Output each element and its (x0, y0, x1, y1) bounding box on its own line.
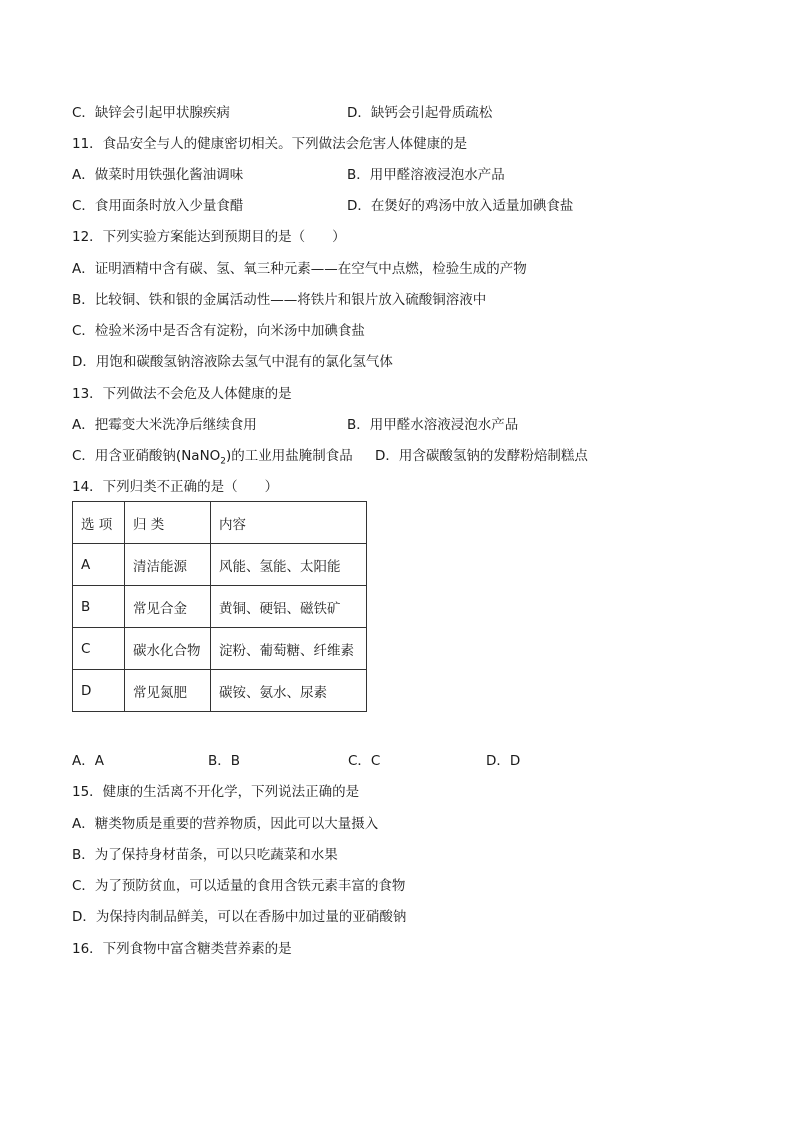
table-cell: 黄铜、硬铝、磁铁矿 (211, 586, 367, 628)
q10-option-d: D．缺钙会引起骨质疏松 (347, 105, 493, 121)
table-row (73, 586, 367, 628)
q12-option-d: D．用饱和碳酸氢钠溶液除去氢气中混有的氯化氢气体 (72, 354, 393, 370)
q11-option-c: C．食用面条时放入少量食醋 (72, 198, 244, 214)
q12-option-a: A．证明酒精中含有碳、氢、氧三种元素——在空气中点燃，检验生成的产物 (72, 261, 527, 277)
q11-options-row1 (72, 166, 505, 184)
q12-stem: 12．下列实验方案能达到预期目的是（ ） (72, 229, 346, 245)
q13-option-b: B．用甲醛水溶液浸泡水产品 (347, 417, 519, 433)
q13-option-c (72, 448, 353, 467)
table-cell: 碳水化合物 (125, 628, 211, 670)
q13-option-c-pre: C．用含亚硝酸钠(NaNO (72, 448, 221, 464)
q14-option-c: C．C (348, 753, 381, 769)
q14-option-b: B．B (208, 753, 241, 769)
q11-options-row2 (72, 197, 574, 215)
q15-option-c: C．为了预防贫血，可以适量的食用含铁元素丰富的食物 (72, 878, 406, 894)
q13-option-c-subscript: 2 (220, 456, 227, 467)
q12-option-b: B．比较铜、铁和银的金属活动性——将铁片和银片放入硫酸铜溶液中 (72, 292, 487, 308)
table-cell: 常见合金 (125, 586, 211, 628)
q14-option-d: D．D (486, 753, 521, 769)
q10-options (72, 104, 493, 122)
q13-option-c-post: )的工业用盐腌制食品 (226, 448, 353, 464)
table-row (73, 628, 367, 670)
table-cell: 常见氮肥 (125, 670, 211, 712)
q15-stem: 15．健康的生活离不开化学，下列说法正确的是 (72, 784, 360, 800)
q13-options-row2 (72, 447, 588, 467)
table-row (73, 544, 367, 586)
q13-options-row1 (72, 416, 519, 434)
table-row (73, 670, 367, 712)
q13-option-a: A．把霉变大米洗净后继续食用 (72, 417, 257, 433)
q15-option-b: B．为了保持身材苗条，可以只吃蔬菜和水果 (72, 847, 338, 863)
q15-option-a: A．糖类物质是重要的营养物质，因此可以大量摄入 (72, 816, 379, 832)
q13-stem: 13．下列做法不会危及人体健康的是 (72, 386, 292, 402)
q12-option-c: C．检验米汤中是否含有淀粉，向米汤中加碘食盐 (72, 323, 365, 339)
table-header-cell: 内容 (211, 502, 367, 544)
table-cell: D (73, 670, 125, 712)
table-cell: B (73, 586, 125, 628)
q10-option-c: C．缺锌会引起甲状腺疾病 (72, 105, 230, 121)
table-header-cell: 归 类 (125, 502, 211, 544)
table-header-cell: 选 项 (73, 502, 125, 544)
table-cell: A (73, 544, 125, 586)
table-cell: 碳铵、氨水、尿素 (211, 670, 367, 712)
q11-option-a: A．做菜时用铁强化酱油调味 (72, 167, 244, 183)
q16-stem: 16．下列食物中富含糖类营养素的是 (72, 941, 292, 957)
q14-stem: 14．下列归类不正确的是（ ） (72, 479, 279, 495)
q14-options (72, 752, 521, 770)
q15-option-d: D．为保持肉制品鲜美，可以在香肠中加过量的亚硝酸钠 (72, 909, 407, 925)
q11-stem: 11．食品安全与人的健康密切相关。下列做法会危害人体健康的是 (72, 136, 468, 152)
table-cell: 风能、氢能、太阳能 (211, 544, 367, 586)
table-cell: 淀粉、葡萄糖、纤维素 (211, 628, 367, 670)
table-cell: 清洁能源 (125, 544, 211, 586)
q11-option-d: D．在煲好的鸡汤中放入适量加碘食盐 (347, 198, 574, 214)
table-cell: C (73, 628, 125, 670)
q14-table (72, 501, 367, 712)
q13-option-d: D．用含碳酸氢钠的发酵粉焙制糕点 (375, 448, 588, 464)
q14-option-a: A．A (72, 753, 104, 769)
q11-option-b: B．用甲醛溶液浸泡水产品 (347, 167, 505, 183)
table-header-row (73, 502, 367, 544)
